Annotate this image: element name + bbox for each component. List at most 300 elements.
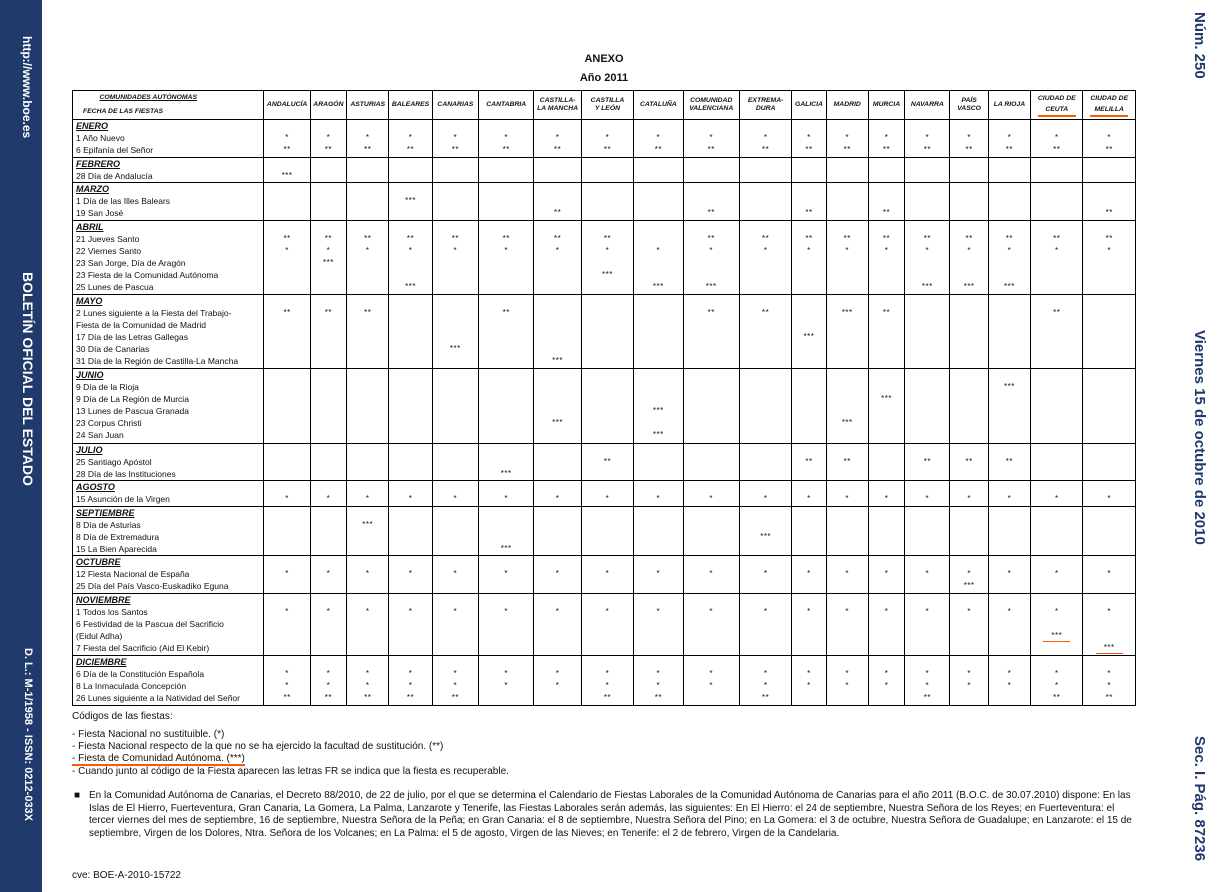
holiday-code-cell xyxy=(739,656,791,706)
holiday-code: * xyxy=(504,669,509,679)
holiday-label: 26 Lunes siguiente a la Natividad del Señor xyxy=(76,693,240,704)
holiday-code: ** xyxy=(1105,693,1113,703)
holiday-code: * xyxy=(555,133,560,142)
holiday-code: * xyxy=(807,494,811,504)
holiday-code: * xyxy=(555,681,560,691)
holiday-code: ** xyxy=(707,307,715,317)
holiday-code-cell xyxy=(1031,183,1083,221)
holiday-code: * xyxy=(326,669,331,679)
holiday-code-cell xyxy=(739,183,791,221)
column-header-text: Y LEÓN xyxy=(594,105,621,112)
holiday-label: 28 Día de las Instituciones xyxy=(76,468,176,479)
holiday-code-cell xyxy=(310,481,346,506)
holiday-code: ** xyxy=(965,145,973,154)
holiday-code: * xyxy=(807,245,811,255)
holiday-code: * xyxy=(1054,494,1059,504)
holiday-code-cell xyxy=(868,157,904,182)
holiday-label: 6 Día de la Constitución Española xyxy=(76,669,205,680)
holiday-code: *** xyxy=(652,281,664,291)
holiday-code: ** xyxy=(882,307,891,317)
holiday-code-cell xyxy=(739,294,791,368)
holiday-code: * xyxy=(884,669,889,679)
holiday-code-cell xyxy=(683,656,739,706)
holiday-code: * xyxy=(845,245,850,255)
holiday-code: * xyxy=(763,494,768,504)
holiday-code: * xyxy=(605,607,610,617)
holiday-code: * xyxy=(967,569,971,579)
holiday-code-cell xyxy=(868,481,904,506)
column-header xyxy=(868,91,904,120)
year-title: Año 2011 xyxy=(579,72,629,84)
holiday-code: * xyxy=(326,607,331,617)
holiday-code: ** xyxy=(843,233,851,243)
holiday-code: *** xyxy=(1043,630,1070,642)
holiday-code: * xyxy=(845,133,850,142)
holiday-code: ** xyxy=(1053,145,1061,154)
month-group xyxy=(73,594,1136,656)
holiday-code-cell xyxy=(534,220,581,294)
holiday-code-cell xyxy=(534,656,581,706)
month-label-cell xyxy=(73,594,264,656)
holiday-code-cell xyxy=(264,481,310,506)
holiday-code-cell xyxy=(683,594,739,656)
holiday-code-cell xyxy=(1083,481,1136,506)
holiday-code: ** xyxy=(1105,145,1113,154)
holiday-code: *** xyxy=(963,581,975,591)
holiday-code-cell xyxy=(905,556,950,594)
holiday-code: * xyxy=(1007,669,1012,679)
holiday-code: * xyxy=(605,681,610,691)
holiday-code-cell xyxy=(683,294,739,368)
holiday-code: *** xyxy=(841,307,853,317)
holiday-code-cell xyxy=(1083,183,1136,221)
holiday-code: ** xyxy=(502,307,510,317)
holiday-code-cell xyxy=(683,157,739,182)
holiday-code-cell xyxy=(826,369,868,443)
holiday-label: 23 Fiesta de la Comunidad Autónoma xyxy=(76,269,219,280)
holiday-code: * xyxy=(1007,607,1012,617)
holiday-code-cell xyxy=(264,443,310,481)
month-group xyxy=(73,656,1136,706)
holiday-label: 12 Fiesta Nacional de España xyxy=(76,569,190,580)
holiday-code-cell xyxy=(988,556,1030,594)
holiday-code-cell xyxy=(739,556,791,594)
holiday-code-cell xyxy=(479,443,534,481)
holiday-code: ** xyxy=(707,208,715,218)
holiday-code-cell xyxy=(634,443,683,481)
holiday-code-cell xyxy=(792,656,826,706)
holiday-code: *** xyxy=(602,269,613,279)
holiday-code-cell xyxy=(534,481,581,506)
holiday-code-cell xyxy=(389,220,432,294)
column-header-text: ASTURIAS xyxy=(350,101,386,108)
holidays-table xyxy=(72,90,1136,706)
holiday-code-cell xyxy=(534,369,581,443)
holiday-code: ** xyxy=(965,456,973,466)
holiday-code: * xyxy=(555,569,560,579)
holiday-code: * xyxy=(1107,494,1112,504)
holiday-code: * xyxy=(605,669,610,679)
holiday-code-cell xyxy=(950,183,988,221)
holiday-code: ** xyxy=(762,693,770,703)
holiday-code: * xyxy=(408,607,413,617)
holiday-code-cell xyxy=(347,506,389,556)
column-header-text: EXTREMA- xyxy=(747,97,784,104)
holiday-code-cell xyxy=(988,157,1030,182)
holiday-code: *** xyxy=(841,418,853,428)
holiday-code-cell xyxy=(988,294,1030,368)
month-group xyxy=(73,556,1136,594)
holiday-code: ** xyxy=(654,693,662,703)
holiday-code: * xyxy=(925,569,930,579)
holiday-code-cell xyxy=(432,556,478,594)
holiday-code: * xyxy=(656,494,661,504)
holiday-code-cell xyxy=(826,183,868,221)
holiday-code: ** xyxy=(1053,307,1061,317)
legend-title: Códigos de las fiestas: xyxy=(72,711,173,722)
holiday-code: ** xyxy=(1053,233,1061,243)
holiday-code-cell xyxy=(534,157,581,182)
column-header xyxy=(1031,91,1083,120)
holiday-code-cell xyxy=(1083,294,1136,368)
holiday-code: * xyxy=(845,607,850,617)
holiday-code: * xyxy=(884,494,889,504)
column-header-text: PAÍS xyxy=(961,97,977,104)
holiday-code-cell xyxy=(389,656,432,706)
holiday-label: 6 Epifanía del Señor xyxy=(76,145,154,155)
table-header-row xyxy=(73,91,1136,120)
holiday-code: * xyxy=(807,669,811,679)
holiday-code: * xyxy=(453,669,458,679)
holiday-code: * xyxy=(845,569,850,579)
holiday-code-cell xyxy=(389,294,432,368)
holiday-code-cell xyxy=(432,220,478,294)
holiday-code-cell xyxy=(1031,656,1083,706)
holiday-code: ** xyxy=(965,233,973,243)
holiday-code-cell xyxy=(264,594,310,656)
holiday-code-cell xyxy=(988,220,1030,294)
month-group xyxy=(73,120,1136,158)
holiday-code: * xyxy=(925,669,930,679)
holiday-code: *** xyxy=(652,430,664,440)
holiday-code: * xyxy=(925,681,930,691)
holiday-code-cell xyxy=(1083,656,1136,706)
holiday-code-cell xyxy=(310,656,346,706)
holiday-code-cell xyxy=(534,443,581,481)
left-sidebar xyxy=(0,0,42,892)
column-header-text: VASCO xyxy=(957,105,981,112)
holiday-code-cell xyxy=(683,120,739,158)
holiday-code-cell xyxy=(479,481,534,506)
holiday-code-cell xyxy=(988,656,1030,706)
issue-date: Viernes 15 de octubre de 2010 xyxy=(1191,330,1208,545)
holiday-code: ** xyxy=(923,233,931,243)
holiday-code-cell xyxy=(264,183,310,221)
holiday-code-cell xyxy=(581,183,633,221)
holiday-code: * xyxy=(453,607,458,617)
holiday-code-cell xyxy=(479,556,534,594)
holiday-label: 25 Santiago Apóstol xyxy=(76,456,152,467)
holiday-code-cell xyxy=(826,120,868,158)
holiday-code-cell xyxy=(988,481,1030,506)
holiday-code-cell xyxy=(988,369,1030,443)
holiday-code-cell xyxy=(792,294,826,368)
holiday-code-cell xyxy=(432,183,478,221)
holiday-code: * xyxy=(967,669,971,679)
holiday-code-cell xyxy=(950,369,988,443)
holiday-code: * xyxy=(709,607,714,617)
holiday-code: * xyxy=(408,245,413,255)
month-label-cell xyxy=(73,183,264,221)
holiday-code-cell xyxy=(683,220,739,294)
holiday-code: * xyxy=(504,245,509,255)
holiday-code: ** xyxy=(1105,233,1113,243)
holiday-label: 1 Todos los Santos xyxy=(76,607,148,618)
holiday-code-cell xyxy=(634,220,683,294)
holiday-code-cell xyxy=(905,443,950,481)
holiday-code-cell xyxy=(479,656,534,706)
holiday-code-cell xyxy=(479,594,534,656)
month-group xyxy=(73,183,1136,221)
holiday-code-cell xyxy=(347,556,389,594)
month-label-cell xyxy=(73,443,264,481)
holiday-code-cell xyxy=(792,220,826,294)
holiday-code-cell xyxy=(868,183,904,221)
month-group xyxy=(73,481,1136,506)
month-name: ABRIL xyxy=(76,221,104,232)
holiday-code-cell xyxy=(634,183,683,221)
column-header xyxy=(310,91,346,120)
holiday-label: 15 La Bien Aparecida xyxy=(76,543,157,554)
holiday-label: 19 San José xyxy=(76,208,124,219)
holiday-code: * xyxy=(285,245,289,255)
holiday-code-cell xyxy=(950,656,988,706)
holiday-code-cell xyxy=(534,120,581,158)
holiday-code-cell xyxy=(683,556,739,594)
holiday-code: * xyxy=(408,669,413,679)
holiday-code: ** xyxy=(502,145,510,154)
holiday-code: * xyxy=(845,669,850,679)
column-header xyxy=(479,91,534,120)
holiday-code: ** xyxy=(805,145,813,154)
holiday-code-cell xyxy=(432,294,478,368)
holiday-code: ** xyxy=(1005,456,1014,466)
holiday-code: * xyxy=(285,133,289,142)
holiday-code: * xyxy=(967,681,971,691)
holiday-code-cell xyxy=(792,594,826,656)
holiday-code-cell xyxy=(1083,157,1136,182)
holiday-code-cell xyxy=(432,481,478,506)
holiday-code: * xyxy=(709,681,714,691)
holiday-code: * xyxy=(656,569,661,579)
holiday-code-cell xyxy=(905,294,950,368)
holiday-code-cell xyxy=(950,294,988,368)
holiday-code: * xyxy=(845,494,850,504)
holiday-code: * xyxy=(884,569,889,579)
holiday-code-cell xyxy=(432,656,478,706)
holiday-code: * xyxy=(555,245,560,255)
holiday-code-cell xyxy=(905,220,950,294)
holiday-label: 31 Día de la Región de Castilla-La Mancha xyxy=(76,355,239,366)
holiday-code-cell xyxy=(826,594,868,656)
column-header-text: ANDALUCÍA xyxy=(266,101,308,108)
holiday-code: * xyxy=(1054,669,1059,679)
holiday-code-cell xyxy=(826,506,868,556)
holiday-code-cell xyxy=(792,556,826,594)
holiday-label: 24 San Juan xyxy=(76,430,124,441)
holiday-code-cell xyxy=(739,481,791,506)
holiday-code: *** xyxy=(449,343,461,353)
holiday-code-cell xyxy=(792,369,826,443)
column-header-text: CASTILLA xyxy=(590,97,625,104)
holiday-code-cell xyxy=(389,157,432,182)
holiday-code: * xyxy=(453,681,458,691)
holiday-code-cell xyxy=(581,556,633,594)
holiday-code-cell xyxy=(950,481,988,506)
holiday-code: * xyxy=(925,245,930,255)
holiday-code-cell xyxy=(950,157,988,182)
holiday-code-cell xyxy=(739,506,791,556)
holiday-code: ** xyxy=(882,233,891,243)
holiday-code: ** xyxy=(553,145,562,154)
holiday-code: * xyxy=(925,494,930,504)
holiday-label: 8 Día de Extremadura xyxy=(76,531,160,542)
holiday-label: 6 Festividad de la Pascua del Sacrificio xyxy=(76,619,224,630)
holiday-code-cell xyxy=(1031,369,1083,443)
holiday-code: ** xyxy=(603,145,612,154)
holiday-code-cell xyxy=(264,220,310,294)
holiday-code-cell xyxy=(389,369,432,443)
holiday-code: ** xyxy=(762,145,770,154)
holiday-code: *** xyxy=(705,281,717,291)
holiday-code: ** xyxy=(406,693,415,703)
column-header-text: MURCIA xyxy=(872,101,901,108)
holiday-code-cell xyxy=(1031,481,1083,506)
holiday-label: 9 Día de La Región de Murcia xyxy=(76,394,189,405)
holiday-label: Fiesta de la Comunidad de Madrid xyxy=(76,319,206,330)
holiday-code: * xyxy=(285,607,289,617)
holiday-code-cell xyxy=(310,220,346,294)
holiday-code: ** xyxy=(1005,145,1014,154)
legend-item: - Fiesta Nacional respecto de la que no se ha ejercido la facultad de sustitución. (**) xyxy=(72,741,444,752)
holiday-code: * xyxy=(326,681,331,691)
holiday-code-cell xyxy=(479,506,534,556)
holiday-code: * xyxy=(967,607,971,617)
holiday-code-cell xyxy=(1031,443,1083,481)
month-name: NOVIEMBRE xyxy=(76,595,131,606)
holiday-code: * xyxy=(453,494,458,504)
holiday-code: ** xyxy=(1105,208,1113,218)
holiday-code: * xyxy=(925,607,930,617)
holiday-code: ** xyxy=(707,145,715,154)
holiday-code-cell xyxy=(534,506,581,556)
holiday-code-cell xyxy=(264,157,310,182)
holiday-code: ** xyxy=(324,145,333,154)
holiday-code-cell xyxy=(792,120,826,158)
holiday-code-cell xyxy=(1031,220,1083,294)
column-header-text: DURA xyxy=(755,105,776,112)
month-name: SEPTIEMBRE xyxy=(76,507,135,518)
legend-item: - Fiesta Nacional no sustituible. (*) xyxy=(72,729,225,740)
holiday-code-cell xyxy=(950,506,988,556)
holiday-code: ** xyxy=(324,233,333,243)
holiday-code-cell xyxy=(905,506,950,556)
column-header-text: GALICIA xyxy=(794,101,823,108)
holiday-code-cell xyxy=(1031,556,1083,594)
holiday-code: ** xyxy=(923,456,931,466)
holiday-code-cell xyxy=(950,220,988,294)
column-header-text: CEUTA xyxy=(1045,106,1069,113)
holiday-label: 23 San Jorge, Día de Aragón xyxy=(76,257,186,268)
holiday-code-cell xyxy=(264,369,310,443)
holiday-code-cell xyxy=(310,183,346,221)
holiday-code-cell xyxy=(534,556,581,594)
holiday-code: ** xyxy=(923,693,931,703)
holiday-code: * xyxy=(504,133,509,142)
holiday-code-cell xyxy=(347,183,389,221)
holiday-code: * xyxy=(365,245,370,255)
holiday-code-cell xyxy=(868,369,904,443)
holiday-code: *** xyxy=(552,418,564,428)
holiday-code-cell xyxy=(1031,294,1083,368)
holiday-code-cell xyxy=(950,556,988,594)
holiday-code-cell xyxy=(310,157,346,182)
holiday-code: *** xyxy=(500,543,512,553)
holiday-code: * xyxy=(1054,133,1059,142)
cve-code: cve: BOE-A-2010-15722 xyxy=(72,870,181,881)
column-header xyxy=(683,91,739,120)
holiday-code: ** xyxy=(762,233,770,243)
holiday-code: * xyxy=(1107,669,1112,679)
legend-item: - Cuando junto al código de la Fiesta aparecen las letras FR se indica que la fiesta es recuperable. xyxy=(72,766,509,777)
month-group xyxy=(73,443,1136,481)
boe-url[interactable]: http://www.boe.es xyxy=(20,36,34,139)
holiday-code: * xyxy=(453,569,458,579)
holiday-code: *** xyxy=(405,281,416,291)
column-header xyxy=(389,91,432,120)
holiday-code-cell xyxy=(389,120,432,158)
holiday-code-cell xyxy=(1083,369,1136,443)
holiday-code: * xyxy=(1007,245,1012,255)
column-header xyxy=(988,91,1030,120)
holiday-code: *** xyxy=(405,196,416,206)
holiday-code: ** xyxy=(707,233,715,243)
holiday-code-cell xyxy=(1083,556,1136,594)
holiday-code: * xyxy=(807,681,811,691)
holiday-code-cell xyxy=(905,594,950,656)
holiday-code-cell xyxy=(905,369,950,443)
holiday-code: ** xyxy=(553,208,562,218)
holiday-code: * xyxy=(1107,569,1112,579)
holiday-code: * xyxy=(807,133,811,142)
holiday-code: * xyxy=(453,245,458,255)
holiday-code-cell xyxy=(683,443,739,481)
holiday-code-cell xyxy=(634,157,683,182)
month-group xyxy=(73,506,1136,556)
holiday-code: *** xyxy=(1004,382,1015,392)
holiday-code-cell xyxy=(1083,443,1136,481)
holiday-code-cell xyxy=(826,556,868,594)
holiday-code-cell xyxy=(581,656,633,706)
holiday-code: * xyxy=(763,245,768,255)
column-header-text: CIUDAD DE xyxy=(1037,95,1076,102)
holiday-code-cell xyxy=(868,506,904,556)
holiday-code-cell xyxy=(347,120,389,158)
holiday-code-cell xyxy=(347,481,389,506)
holiday-code-cell xyxy=(988,594,1030,656)
holiday-code: * xyxy=(709,569,714,579)
legend-item xyxy=(72,753,245,766)
